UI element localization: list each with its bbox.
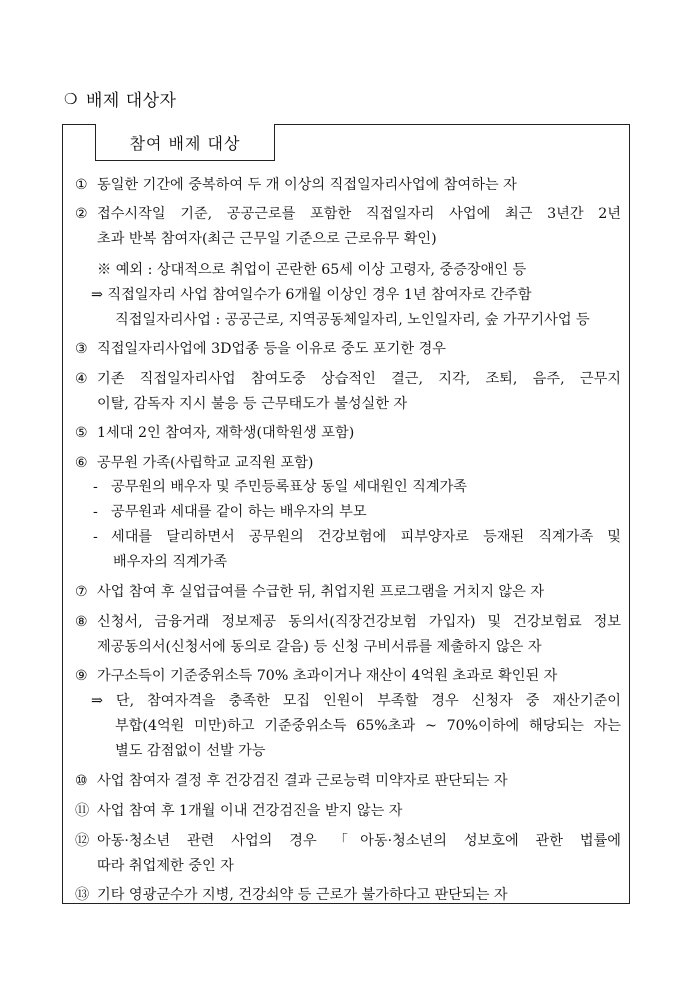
item-text-cont: 이탈, 감독자 지시 불응 등 근무태도가 불성실한 자 xyxy=(97,396,408,412)
exception-note: ※ 예외 : 상대적으로 취업이 곤란한 65세 이상 고령자, 중증장애인 등 xyxy=(97,262,527,278)
note-line: 별도 감점없이 선발 가능 xyxy=(115,743,266,759)
item-text: 직접일자리사업에 3D업종 등을 이유로 중도 포기한 경우 xyxy=(97,341,446,357)
note-line xyxy=(91,689,621,714)
note-line xyxy=(115,714,621,739)
item-text: 사업 참여 후 1개월 이내 건강검진을 받지 않는 자 xyxy=(97,803,403,819)
item-text-cont: 따라 취업제한 중인 자 xyxy=(97,858,234,874)
project-note: 직접일자리사업 : 공공근로, 지역공동체일자리, 노인일자리, 숲 가꾸기사업 등 xyxy=(115,312,590,328)
section-heading xyxy=(64,86,176,111)
sub-item-text: 세대를 달리하면서 공무원의 건강보험에 피부양자로 등재된 직계가족 및 xyxy=(111,529,621,545)
dash-marker: - xyxy=(93,479,98,495)
note-text: 부합(4억원 미만)하고 기준중위소득 65%초과 ~ 70%이하에 해당되는 자는 xyxy=(115,718,621,734)
item-text: 1세대 2인 참여자, 재학생(대학원생 포함) xyxy=(97,425,355,441)
item-text: 접수시작일 기준, 공공근로를 포함한 직접일자리 사업에 최근 3년간 2년 xyxy=(97,206,621,222)
list-item xyxy=(75,367,621,417)
item-text: 사업 참여자 결정 후 건강검진 결과 근로능력 미약자로 판단되는 자 xyxy=(97,773,508,789)
item-number: ① xyxy=(75,177,88,193)
item-number: ⑤ xyxy=(75,425,88,441)
list-item xyxy=(75,664,621,689)
dash-marker: - xyxy=(93,529,98,545)
section-title: 배제 대상자 xyxy=(85,91,177,111)
item-number: ② xyxy=(75,206,88,222)
list-item xyxy=(75,337,621,362)
circle-bullet-icon: ❍ xyxy=(64,89,78,108)
item-text: 공무원 가족(사립학교 교직원 포함) xyxy=(97,455,314,471)
item-number: ⑪ xyxy=(75,803,90,819)
list-item xyxy=(75,421,621,446)
list-item xyxy=(75,829,621,879)
note-text: ⇒ 단, 참여자격을 충족한 모집 인원이 부족할 경우 신청자 중 재산기준이 xyxy=(91,693,621,709)
item-text: 동일한 기간에 중복하여 두 개 이상의 직접일자리사업에 참여하는 자 xyxy=(97,177,517,193)
dash-marker: - xyxy=(93,504,98,520)
list-item xyxy=(75,451,621,476)
item-number: ⑥ xyxy=(75,455,88,471)
list-item xyxy=(75,173,621,198)
item-number: ⑫ xyxy=(75,833,90,849)
item-text: 사업 참여 후 실업급여를 수급한 뒤, 취업지원 프로그램을 거치지 않은 자 xyxy=(97,584,545,600)
item-number: ⑦ xyxy=(75,584,88,600)
item-number: ⑧ xyxy=(75,614,88,630)
list-item xyxy=(75,580,621,605)
sub-item-cont: 배우자의 직계가족 xyxy=(113,554,228,570)
item-number: ③ xyxy=(75,341,88,357)
list-item xyxy=(75,202,621,252)
item-text: 신청서, 금융거래 정보제공 동의서(직장건강보험 가입자) 및 건강보험료 정보 xyxy=(97,614,621,630)
sub-item-text: 공무원과 세대를 같이 하는 배우자의 부모 xyxy=(111,504,367,520)
item-number: ⑬ xyxy=(75,887,90,903)
item-text: 기존 직접일자리사업 참여도중 상습적인 결근, 지각, 조퇴, 음주, 근무지 xyxy=(97,371,621,387)
list-item xyxy=(75,610,621,660)
list-item xyxy=(75,769,621,794)
box-title: 참여 배제 대상 xyxy=(95,124,275,161)
arrow-note: ⇒ 직접일자리 사업 참여일수가 6개월 이상인 경우 1년 참여자로 간주함 xyxy=(91,287,532,303)
exclusion-box xyxy=(62,124,630,904)
sub-item xyxy=(93,475,467,500)
item-text: 기타 영광군수가 지병, 건강쇠약 등 근로가 불가하다고 판단되는 자 xyxy=(97,887,508,903)
list-item xyxy=(75,883,621,908)
item-text-cont: 제공동의서(신청서에 동의로 갈음) 등 신청 구비서류를 제출하지 않은 자 xyxy=(97,639,542,655)
sub-item xyxy=(93,500,367,525)
item-text: 아동·청소년 관련 사업의 경우 「아동·청소년의 성보호에 관한 법률에 xyxy=(97,833,621,849)
sub-item xyxy=(93,525,621,550)
item-text: 가구소득이 기준중위소득 70% 초과이거나 재산이 4억원 초과로 확인된 자 xyxy=(97,668,558,684)
item-text-cont: 초과 반복 참여자(최근 근무일 기준으로 근로유무 확인) xyxy=(97,231,437,247)
item-number: ⑨ xyxy=(75,668,88,684)
sub-item-text: 공무원의 배우자 및 주민등록표상 동일 세대원인 직계가족 xyxy=(111,479,467,495)
item-number: ⑩ xyxy=(75,773,88,789)
list-item xyxy=(75,799,621,824)
item-number: ④ xyxy=(75,371,88,387)
